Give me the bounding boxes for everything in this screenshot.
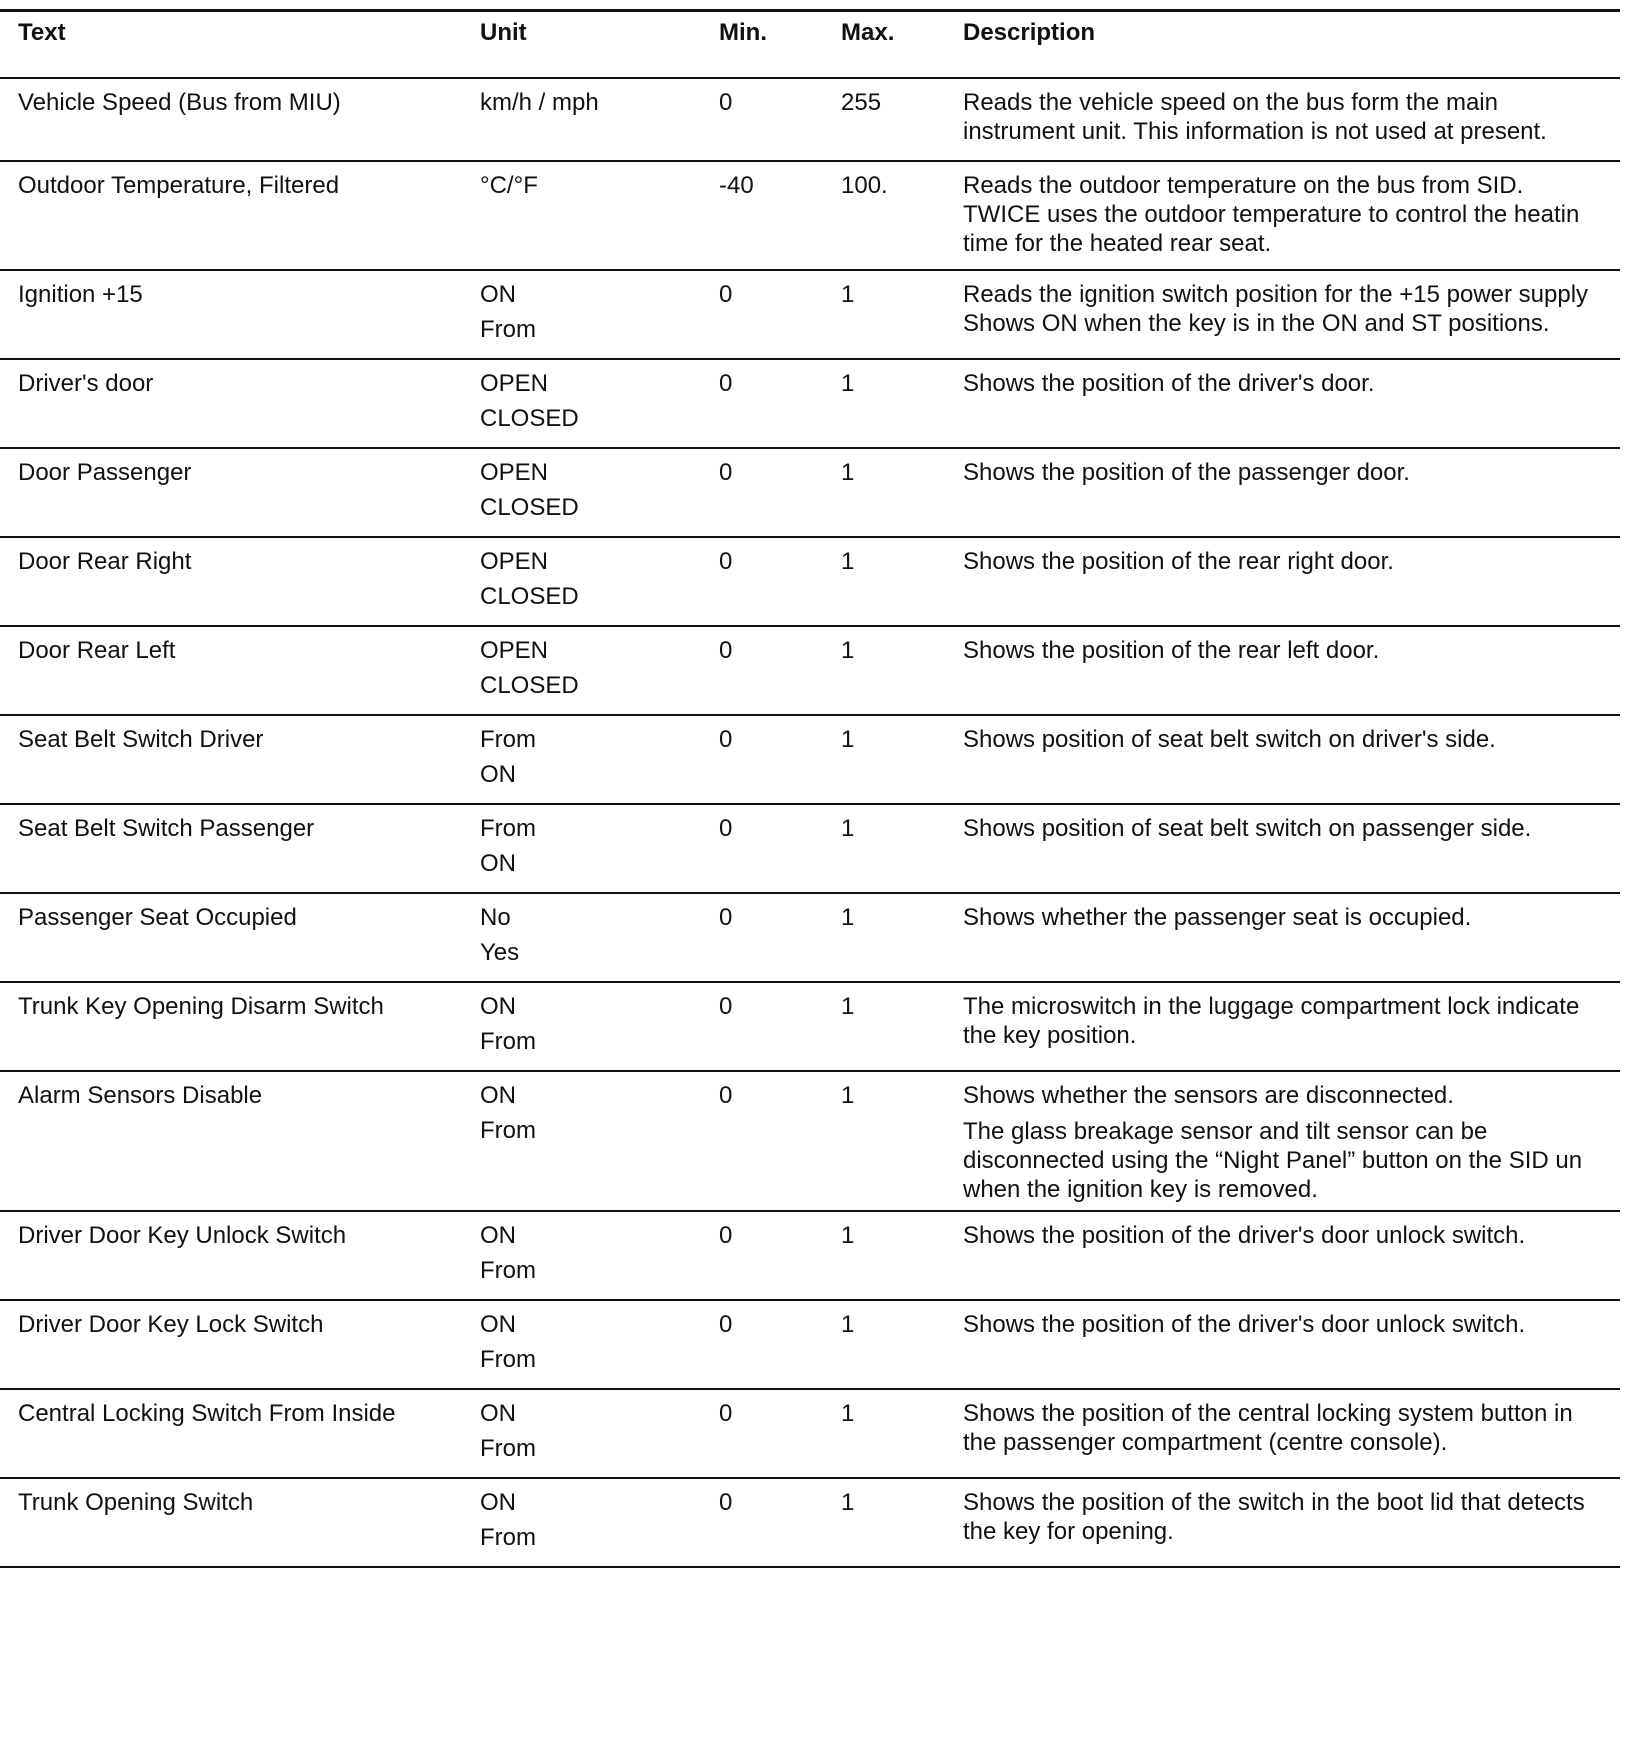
unit-value: From [480,1028,536,1055]
description-line: Shows the position of the rear right door. [963,548,1394,575]
unit-value: ON [480,1489,516,1516]
row-text: Driver Door Key Lock Switch [18,1311,324,1338]
row-max: 1 [841,459,855,486]
unit-value: CLOSED [480,672,579,699]
row-description [963,1488,1585,1546]
row-text: Vehicle Speed (Bus from MIU) [18,89,341,116]
table-body [0,79,1620,1568]
header-description: Description [963,19,1096,46]
row-text: Outdoor Temperature, Filtered [18,172,340,199]
row-text: Door Passenger [18,459,192,486]
row-description [963,1221,1525,1250]
table-row [0,627,1620,716]
parameter-table [0,9,1620,1568]
unit-value: OPEN [480,637,549,664]
unit-value: ON [480,281,516,308]
description-paragraph [963,1081,1582,1110]
description-line: Shows the position of the central locking system button in [963,1400,1573,1427]
unit-value: From [480,1524,536,1551]
description-line: The glass breakage sensor and tilt sensor can be [963,1118,1488,1145]
row-min: 0 [719,89,733,116]
description-paragraph [963,88,1547,146]
row-unit [480,369,579,436]
row-unit [480,992,536,1059]
row-unit [480,814,536,881]
description-paragraph [963,1488,1585,1546]
row-description [963,903,1471,932]
row-unit [480,547,579,614]
unit-value: ON [480,1311,516,1338]
description-line: Shows whether the sensors are disconnected. [963,1082,1454,1109]
row-max: 1 [841,637,855,664]
row-max: 255 [841,89,882,116]
row-unit [480,280,536,347]
description-line: TWICE uses the outdoor temperature to control the heatin [963,201,1580,228]
table-row [0,894,1620,983]
description-paragraph [963,1221,1525,1250]
row-description [963,1310,1525,1339]
row-unit [480,1081,536,1148]
row-text: Trunk Opening Switch [18,1489,254,1516]
header-text: Text [18,19,66,46]
row-unit [480,458,579,525]
row-text: Trunk Key Opening Disarm Switch [18,993,384,1020]
description-paragraph [963,1117,1582,1204]
unit-value: ON [480,850,516,877]
row-text: Alarm Sensors Disable [18,1082,263,1109]
unit-value: ON [480,761,516,788]
description-paragraph [963,725,1496,754]
row-max: 1 [841,904,855,931]
row-unit [480,88,599,120]
description-line: Shows the position of the driver's door unlock switch. [963,1311,1526,1338]
row-description [963,814,1531,843]
description-paragraph [963,814,1531,843]
description-paragraph [963,636,1379,665]
description-paragraph [963,1399,1573,1457]
unit-value: ON [480,1082,516,1109]
table-row [0,360,1620,449]
row-min: 0 [719,1489,733,1516]
table-row [0,79,1620,162]
description-line: Reads the ignition switch position for the +15 power supply [963,281,1589,308]
row-description [963,636,1379,665]
row-description [963,171,1579,258]
description-paragraph [963,458,1410,487]
unit-value: OPEN [480,548,549,575]
table-row [0,538,1620,627]
row-description [963,280,1588,338]
unit-value: From [480,1435,536,1462]
description-line: the key position. [963,1022,1137,1049]
row-unit [480,903,519,970]
description-line: when the ignition key is removed. [963,1176,1318,1203]
unit-value: From [480,726,536,753]
row-max: 100. [841,172,888,199]
header-min: Min. [719,19,767,46]
row-description [963,725,1496,754]
description-line: the passenger compartment (centre console). [963,1429,1448,1456]
row-min: 0 [719,459,733,486]
unit-value: CLOSED [480,494,579,521]
unit-value: From [480,815,536,842]
table-row [0,271,1620,360]
description-paragraph [963,369,1374,398]
description-line: Shows position of seat belt switch on driver's side. [963,726,1496,753]
unit-value: Yes [480,939,520,966]
description-line: Shows ON when the key is in the ON and ST positions. [963,310,1550,337]
description-line: Shows the position of the driver's door. [963,370,1375,397]
row-max: 1 [841,1311,855,1338]
row-description [963,1399,1573,1457]
row-text: Ignition +15 [18,281,143,308]
row-max: 1 [841,1222,855,1249]
unit-value: From [480,1346,536,1373]
row-max: 1 [841,370,855,397]
row-min: 0 [719,1311,733,1338]
row-unit [480,1488,536,1555]
row-min: 0 [719,1082,733,1109]
row-text: Door Rear Right [18,548,192,575]
row-text: Passenger Seat Occupied [18,904,297,931]
row-text: Seat Belt Switch Passenger [18,815,315,842]
description-line: Shows the position of the driver's door unlock switch. [963,1222,1526,1249]
description-paragraph [963,1310,1525,1339]
description-line: Shows position of seat belt switch on passenger side. [963,815,1532,842]
row-min: -40 [719,172,754,199]
row-unit [480,1310,536,1377]
table-row [0,162,1620,271]
row-description [963,547,1394,576]
table-row [0,1301,1620,1390]
row-max: 1 [841,1082,855,1109]
row-min: 0 [719,637,733,664]
description-paragraph [963,547,1394,576]
row-unit [480,636,579,703]
table-row [0,449,1620,538]
header-unit: Unit [480,19,527,46]
unit-value: CLOSED [480,583,579,610]
row-text: Driver's door [18,370,154,397]
table-row [0,1390,1620,1479]
description-line: disconnected using the “Night Panel” button on the SID un [963,1147,1583,1174]
row-max: 1 [841,726,855,753]
description-line: the key for opening. [963,1518,1174,1545]
description-paragraph [963,992,1579,1050]
row-unit [480,1399,536,1466]
table-header-row [0,12,1620,79]
row-max: 1 [841,1400,855,1427]
unit-value: CLOSED [480,405,579,432]
row-unit [480,171,538,203]
description-paragraph [963,903,1471,932]
description-line: Shows the position of the rear left door. [963,637,1380,664]
table-row [0,805,1620,894]
description-line: time for the heated rear seat. [963,230,1272,257]
description-line: instrument unit. This information is not used at present. [963,118,1547,145]
header-max: Max. [841,19,895,46]
row-min: 0 [719,1222,733,1249]
row-unit [480,725,536,792]
row-unit [480,1221,536,1288]
description-paragraph [963,171,1579,258]
row-min: 0 [719,726,733,753]
description-paragraph [963,280,1588,338]
table-row [0,1479,1620,1568]
table-row [0,983,1620,1072]
unit-value: OPEN [480,370,549,397]
description-line: Shows the position of the switch in the boot lid that detects [963,1489,1585,1516]
row-min: 0 [719,281,733,308]
unit-value: From [480,1257,536,1284]
unit-value: From [480,316,536,343]
row-min: 0 [719,370,733,397]
row-max: 1 [841,281,855,308]
unit-value: No [480,904,511,931]
unit-value: ON [480,1400,516,1427]
row-min: 0 [719,548,733,575]
description-line: The microswitch in the luggage compartment lock indicate [963,993,1580,1020]
unit-value: From [480,1117,536,1144]
row-min: 0 [719,815,733,842]
row-text: Door Rear Left [18,637,176,664]
description-line: Shows the position of the passenger door. [963,459,1410,486]
table-row [0,1072,1620,1212]
unit-value: km/h / mph [480,89,599,116]
row-text: Driver Door Key Unlock Switch [18,1222,347,1249]
unit-value: OPEN [480,459,549,486]
row-max: 1 [841,548,855,575]
table-row [0,716,1620,805]
description-line: Reads the outdoor temperature on the bus from SID. [963,172,1524,199]
row-description [963,1081,1582,1204]
table-row [0,1212,1620,1301]
row-text: Seat Belt Switch Driver [18,726,264,753]
row-max: 1 [841,815,855,842]
unit-value: ON [480,1222,516,1249]
row-min: 0 [719,1400,733,1427]
row-description [963,458,1410,487]
row-max: 1 [841,993,855,1020]
row-description [963,992,1579,1050]
row-text: Central Locking Switch From Inside [18,1400,396,1427]
description-line: Shows whether the passenger seat is occupied. [963,904,1472,931]
row-description [963,88,1547,146]
unit-value: °C/°F [480,172,538,199]
row-min: 0 [719,993,733,1020]
row-min: 0 [719,904,733,931]
row-description [963,369,1374,398]
row-max: 1 [841,1489,855,1516]
description-line: Reads the vehicle speed on the bus form the main [963,89,1498,116]
unit-value: ON [480,993,516,1020]
